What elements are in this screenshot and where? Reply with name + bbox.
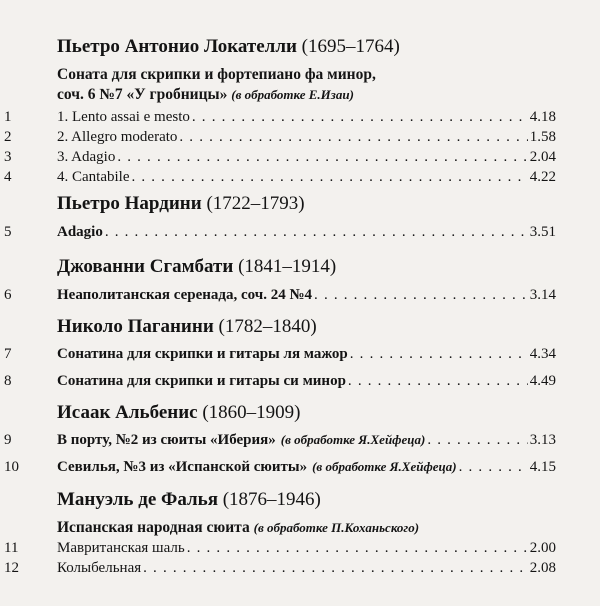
leader-dots <box>348 371 528 391</box>
work-title-line1: Соната для скрипки и фортепиано фа минор, <box>57 66 376 83</box>
leader-dots <box>192 107 528 127</box>
track-duration: 2.00 <box>529 540 556 556</box>
track-duration: 3.14 <box>529 287 556 303</box>
leader-dots <box>459 457 528 477</box>
composer-heading <box>57 489 321 511</box>
track-duration: 4.22 <box>529 169 556 185</box>
composer-years: (1876–1946) <box>222 489 321 510</box>
track-title: Сонатина для скрипки и гитары си минор <box>57 373 346 389</box>
track-duration: 3.13 <box>529 432 556 448</box>
track-row <box>0 558 600 578</box>
composer-name: Джованни Сгамбати <box>57 256 234 277</box>
leader-dots <box>314 285 528 305</box>
work-title <box>57 519 419 537</box>
composer-years: (1782–1840) <box>218 316 317 337</box>
track-duration: 3.51 <box>529 224 556 240</box>
track-title: Adagio <box>57 224 103 240</box>
track-row <box>0 285 600 305</box>
track-number: 1 <box>4 109 12 125</box>
track-number: 2 <box>4 129 12 145</box>
track-duration: 4.15 <box>529 459 556 475</box>
composer-years: (1722–1793) <box>206 193 305 214</box>
track-title: 4. Cantabile <box>57 169 130 185</box>
track-title: Мавританская шаль <box>57 540 185 556</box>
leader-dots <box>105 222 528 242</box>
track-title: 3. Adagio <box>57 149 116 165</box>
track-row <box>0 147 600 167</box>
track-title: Сонатина для скрипки и гитары ля мажор <box>57 346 348 362</box>
track-number: 6 <box>4 287 12 303</box>
track-row <box>0 127 600 147</box>
track-number: 10 <box>4 459 19 475</box>
track-duration: 4.18 <box>529 109 556 125</box>
track-number: 4 <box>4 169 12 185</box>
composer-name: Исаак Альбенис <box>57 402 198 423</box>
track-note: (в обработке Я.Хейфеца) <box>312 459 457 474</box>
work-title-line2: соч. 6 №7 «У гробницы» <box>57 86 228 103</box>
composer-heading <box>57 36 400 58</box>
work-note: (в обработке Е.Изаи) <box>231 87 354 102</box>
track-number: 5 <box>4 224 12 240</box>
track-duration: 2.08 <box>529 560 556 576</box>
track-title: Неаполитанская серенада, соч. 24 №4 <box>57 287 313 303</box>
track-row <box>0 538 600 558</box>
track-title: В порту, №2 из сюиты «Иберия» <box>57 432 276 448</box>
leader-dots <box>179 127 527 147</box>
work-note: (в обработке П.Коханьского) <box>253 520 420 535</box>
composer-name: Мануэль де Фалья <box>57 489 218 510</box>
track-row <box>0 371 600 391</box>
leader-dots <box>350 344 528 364</box>
track-number: 7 <box>4 346 12 362</box>
leader-dots <box>131 167 527 187</box>
track-title: 2. Allegro moderato <box>57 129 178 145</box>
work-title <box>57 66 376 84</box>
leader-dots <box>187 538 528 558</box>
track-title: Колыбельная <box>57 560 142 576</box>
track-number: 8 <box>4 373 12 389</box>
composer-heading <box>57 193 305 215</box>
composer-years: (1841–1914) <box>238 256 337 277</box>
composer-name: Пьетро Антонио Локателли <box>57 36 297 57</box>
track-row <box>0 222 600 242</box>
track-duration: 4.49 <box>529 373 556 389</box>
composer-name: Николо Паганини <box>57 316 214 337</box>
leader-dots <box>117 147 527 167</box>
track-number: 9 <box>4 432 12 448</box>
work-title-line1: Испанская народная сюита <box>57 519 250 536</box>
track-duration: 2.04 <box>529 149 556 165</box>
composer-years: (1860–1909) <box>202 402 301 423</box>
track-row <box>0 167 600 187</box>
work-title-cont <box>57 86 354 104</box>
composer-name: Пьетро Нардини <box>57 193 202 214</box>
track-number: 11 <box>4 540 19 556</box>
track-number: 3 <box>4 149 12 165</box>
composer-heading <box>57 256 336 278</box>
track-title: 1. Lento assai e mesto <box>57 109 190 125</box>
track-number: 12 <box>4 560 19 576</box>
leader-dots <box>427 430 527 450</box>
track-row <box>0 457 600 477</box>
composer-heading <box>57 402 301 424</box>
track-row <box>0 107 600 127</box>
track-note: (в обработке Я.Хейфеца) <box>280 432 426 447</box>
track-row <box>0 430 600 450</box>
leader-dots <box>143 558 528 578</box>
composer-years: (1695–1764) <box>301 36 400 57</box>
track-duration: 4.34 <box>529 346 556 362</box>
track-title: Севилья, №3 из «Испанской сюиты» <box>57 459 308 475</box>
track-duration: 1.58 <box>529 129 556 145</box>
track-row <box>0 344 600 364</box>
composer-heading <box>57 316 317 338</box>
